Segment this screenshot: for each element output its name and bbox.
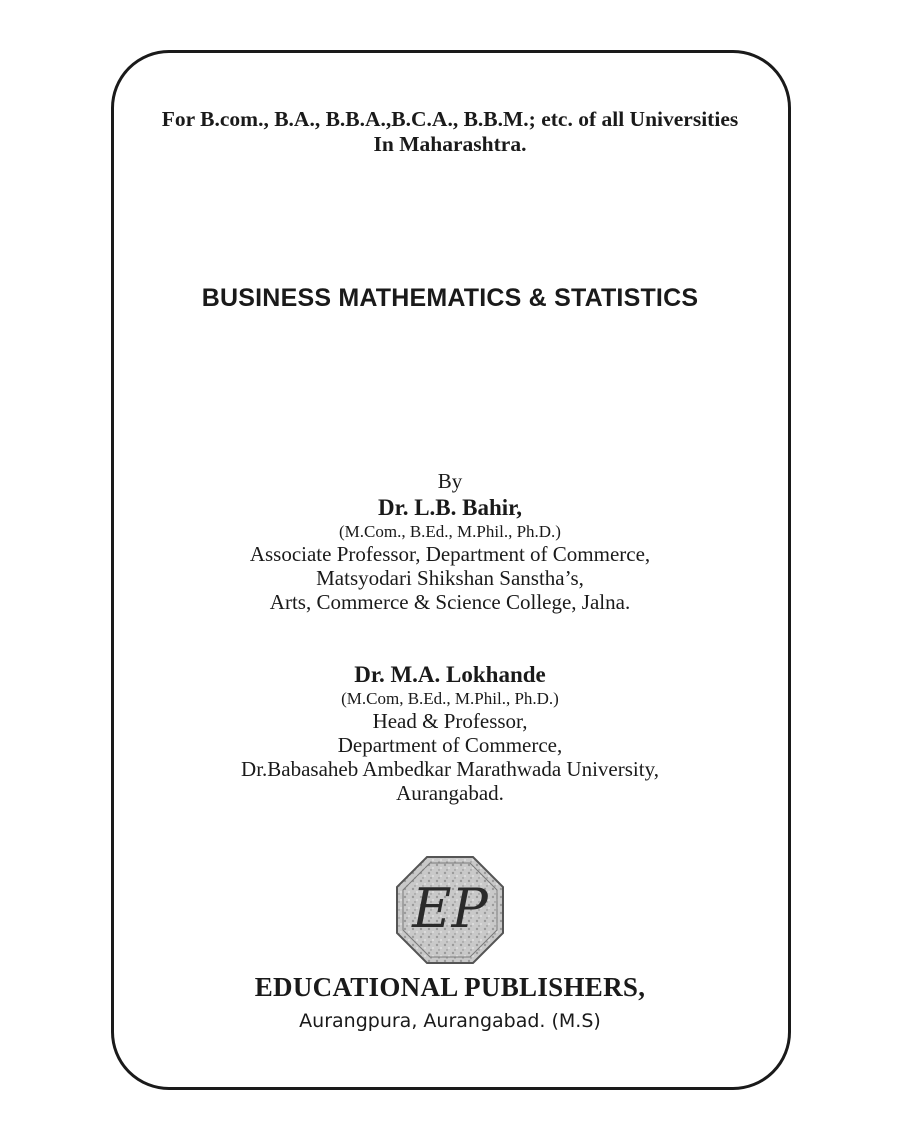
book-title: BUSINESS MATHEMATICS & STATISTICS bbox=[201, 284, 699, 312]
author-name: Dr. L.B. Bahir, bbox=[377, 495, 522, 520]
logo-monogram: EP bbox=[412, 877, 488, 940]
author-block-1 bbox=[0, 495, 900, 614]
publisher-address: Aurangpura, Aurangabad. (M.S) bbox=[299, 1010, 601, 1032]
author-affiliation-line: Arts, Commerce & Science College, Jalna. bbox=[269, 590, 631, 614]
author-affiliation-line: Dr.Babasaheb Ambedkar Marathwada University, bbox=[241, 757, 659, 781]
audience-note bbox=[0, 107, 900, 157]
author-affiliation-line: Department of Commerce, bbox=[337, 733, 563, 757]
publisher-logo bbox=[395, 855, 505, 965]
author-block-2 bbox=[0, 662, 900, 805]
author-affiliation-line: Associate Professor, Department of Commerce, bbox=[249, 542, 651, 566]
by-label: By bbox=[437, 469, 463, 493]
author-qualifications: (M.Com., B.Ed., M.Phil., Ph.D.) bbox=[339, 522, 561, 541]
author-affiliation-line: Head & Professor, bbox=[372, 709, 528, 733]
author-affiliation-line: Aurangabad. bbox=[396, 781, 504, 805]
author-affiliation-line: Matsyodari Shikshan Sanstha’s, bbox=[316, 566, 584, 590]
audience-line-2: In Maharashtra. bbox=[373, 132, 527, 156]
author-name: Dr. M.A. Lokhande bbox=[354, 662, 546, 687]
author-qualifications: (M.Com, B.Ed., M.Phil., Ph.D.) bbox=[341, 689, 559, 708]
audience-line-1: For B.com., B.A., B.B.A.,B.C.A., B.B.M.; etc. of all Universities bbox=[161, 107, 739, 131]
publisher-name: EDUCATIONAL PUBLISHERS, bbox=[254, 972, 646, 1002]
